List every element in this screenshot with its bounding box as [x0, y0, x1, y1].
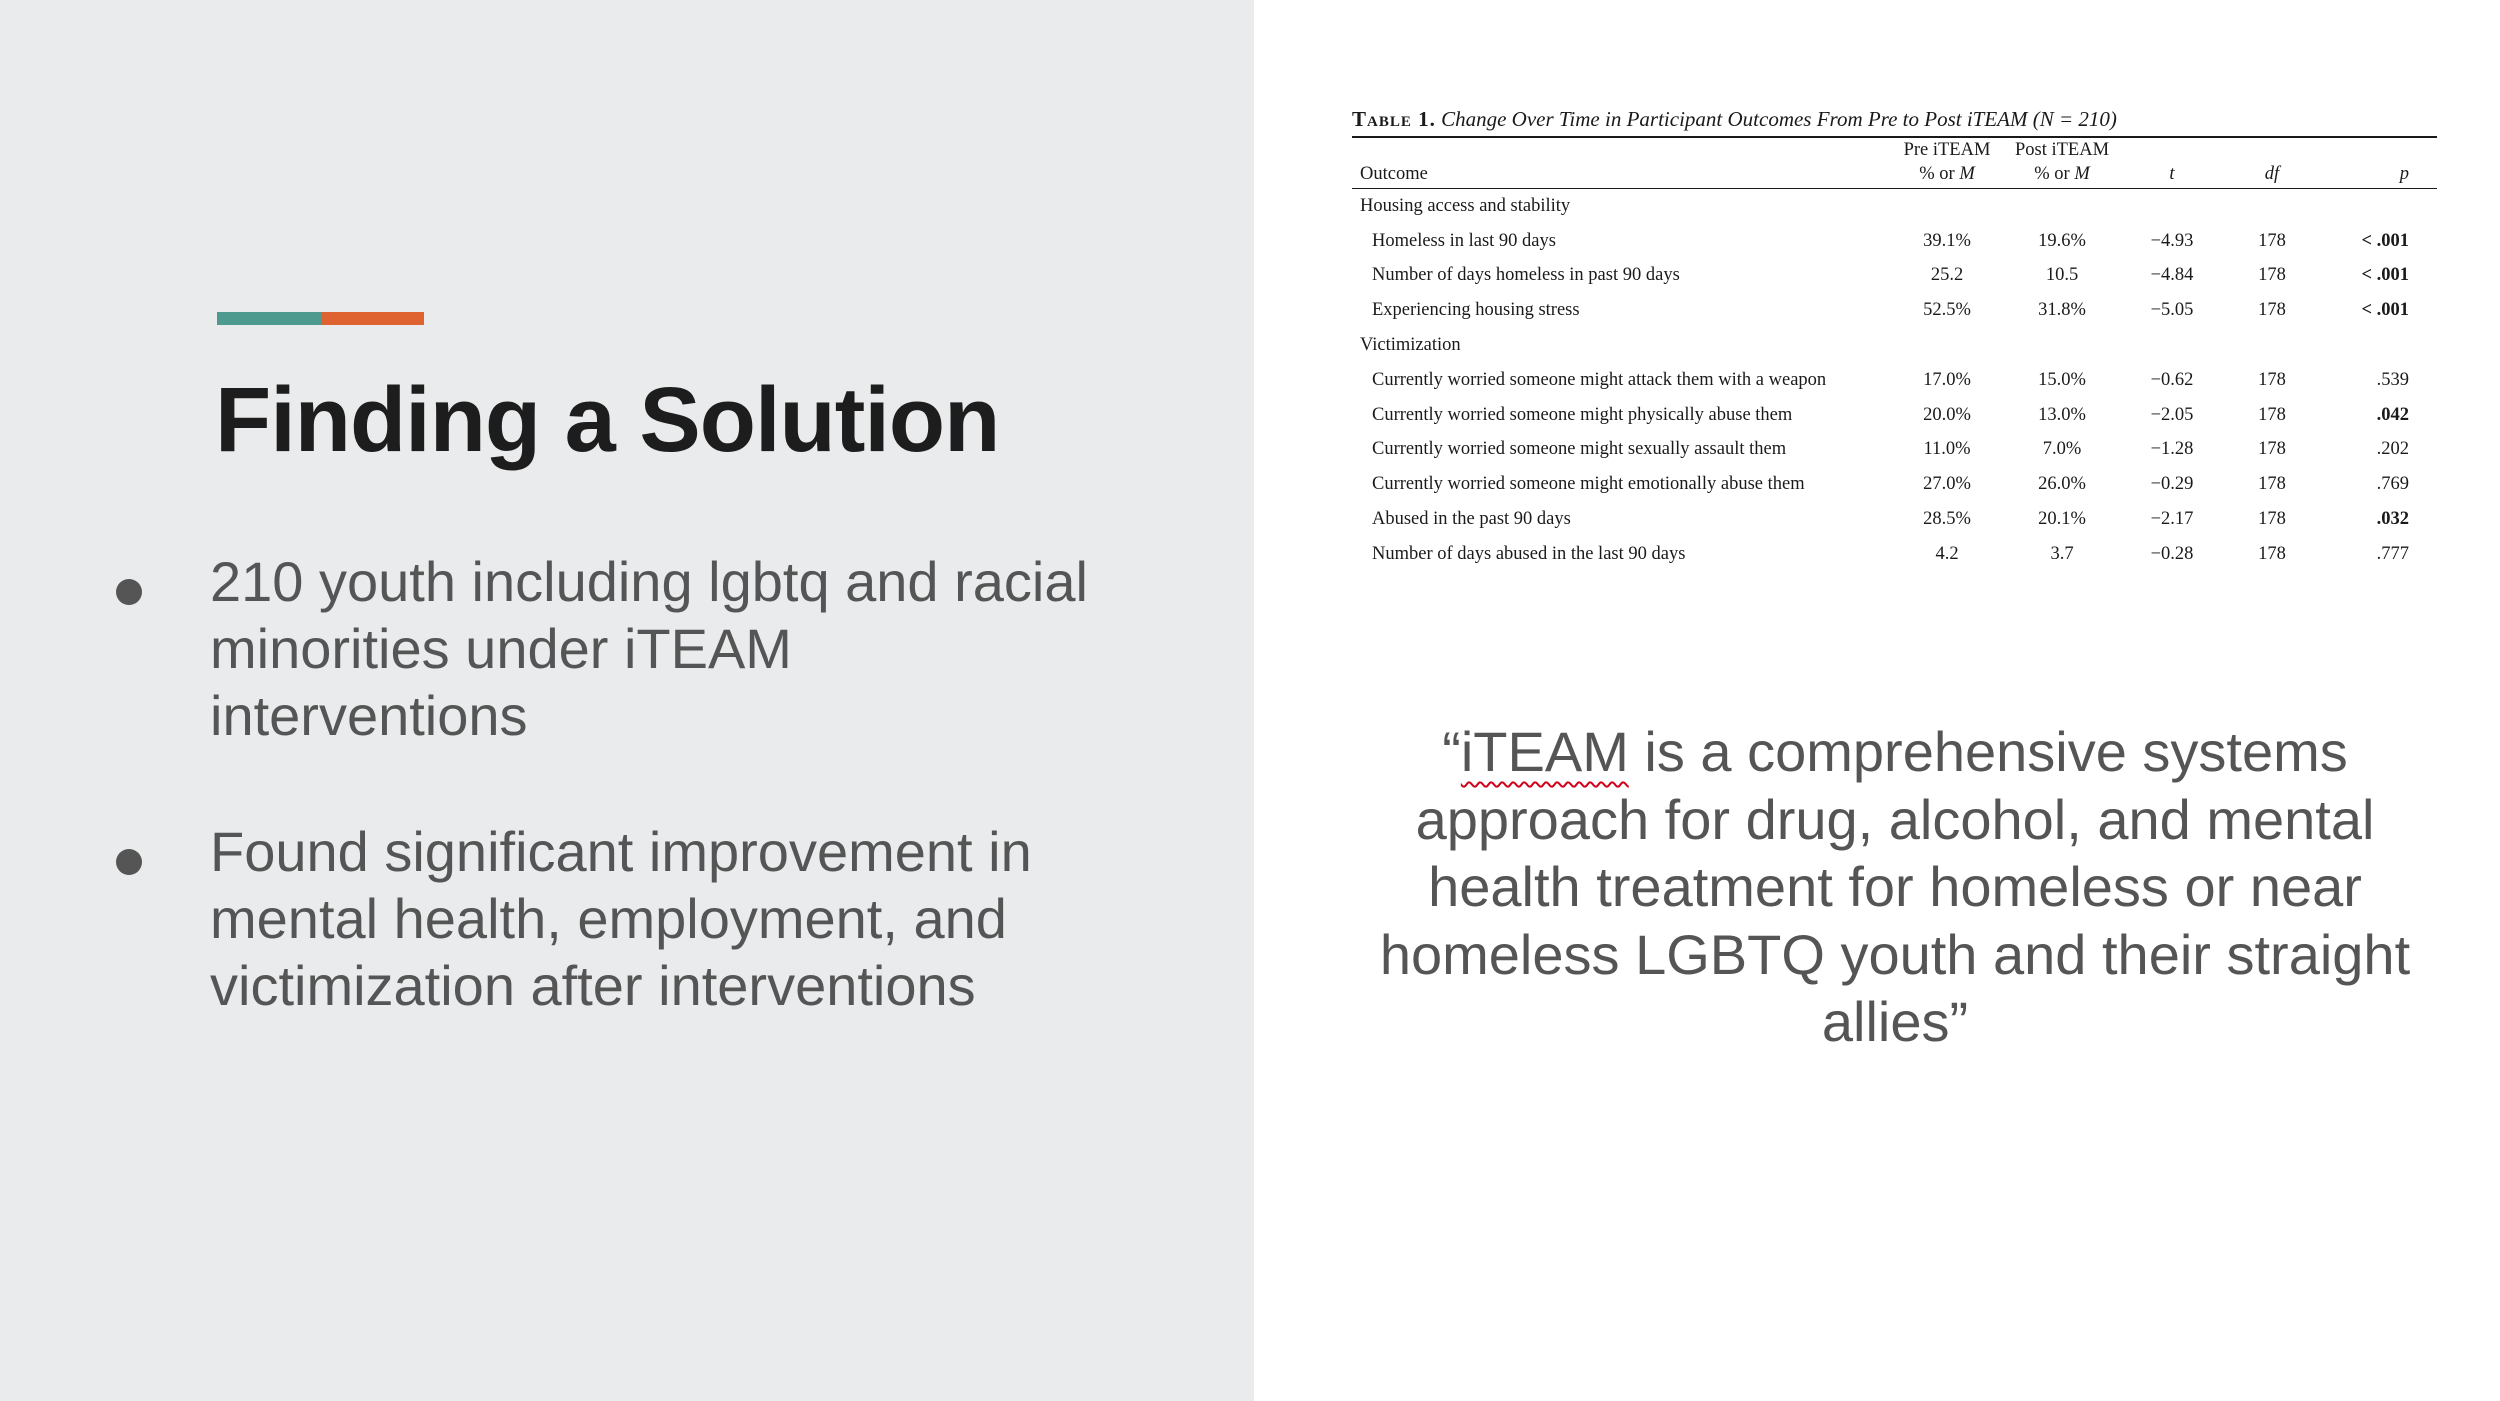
header-df: df — [2264, 164, 2280, 184]
table-row — [1352, 259, 2437, 294]
cell-p: .032 — [2376, 509, 2409, 530]
cell-post: 10.5 — [2045, 265, 2079, 286]
cell-t: −5.05 — [2150, 300, 2194, 321]
cell-post: 26.0% — [2038, 474, 2086, 495]
header-pre-var: M — [1959, 164, 1975, 184]
cell-p: .539 — [2376, 369, 2409, 390]
cell-df: 178 — [2258, 265, 2286, 286]
table-row — [1352, 502, 2437, 537]
cell-t: −2.05 — [2150, 404, 2194, 425]
accent-bar-teal — [217, 312, 321, 325]
cell-post: 20.1% — [2038, 509, 2086, 530]
table-row — [1352, 467, 2437, 502]
table-row — [1352, 293, 2437, 328]
cell-post: 7.0% — [2042, 439, 2082, 460]
cell-outcome: Number of days abused in the last 90 days — [1372, 543, 1686, 564]
quote-term: iTEAM — [1460, 720, 1629, 783]
header-post — [2002, 138, 2122, 188]
bullet-dot-icon — [116, 849, 142, 875]
table-header-row — [1352, 138, 2437, 188]
cell-pre: 39.1% — [1923, 230, 1971, 251]
header-pre-line1: Pre iTEAM — [1903, 140, 1991, 160]
outcomes-table-figure — [1352, 102, 2437, 572]
cell-outcome: Experiencing housing stress — [1372, 300, 1580, 321]
quote-text: is a comprehensive systems approach for drug, alcohol, and mental health treatment for homeless or near homeless LGBTQ youth and their straight allies” — [1379, 720, 2411, 1053]
table-section-row — [1352, 328, 2437, 363]
cell-pre: 28.5% — [1923, 509, 1971, 530]
header-post-var: M — [2074, 164, 2090, 184]
cell-post: 19.6% — [2038, 230, 2086, 251]
cell-p: .202 — [2376, 439, 2409, 460]
cell-post: 15.0% — [2038, 369, 2086, 390]
accent-bar-orange — [321, 312, 424, 325]
bullet-text: 210 youth including lgbtq and racial minorities under iTEAM interventions — [210, 550, 1088, 747]
iteam-quote — [1350, 718, 2440, 1056]
cell-post: 13.0% — [2038, 404, 2086, 425]
cell-p: .769 — [2376, 474, 2409, 495]
cell-pre: 17.0% — [1923, 369, 1971, 390]
cell-pre: 25.2 — [1930, 265, 1964, 286]
cell-p: .042 — [2376, 404, 2409, 425]
cell-outcome: Currently worried someone might sexually assault them — [1372, 439, 1787, 460]
table-row — [1352, 224, 2437, 259]
cell-t: −1.28 — [2150, 439, 2194, 460]
cell-df: 178 — [2258, 369, 2286, 390]
cell-pre: 20.0% — [1923, 404, 1971, 425]
cell-pre: 52.5% — [1923, 300, 1971, 321]
outcomes-table — [1352, 138, 2437, 572]
quote-open-mark: “ — [1442, 720, 1461, 783]
cell-p: < .001 — [2361, 300, 2409, 321]
cell-df: 178 — [2258, 474, 2286, 495]
cell-p: .777 — [2376, 543, 2409, 564]
table-caption — [1352, 102, 2437, 136]
cell-p: < .001 — [2361, 265, 2409, 286]
header-pre — [1892, 138, 2002, 188]
table-row — [1352, 537, 2437, 572]
table-body — [1352, 189, 2437, 572]
table-caption-text: Change Over Time in Participant Outcomes From Pre to Post iTEAM (N = 210) — [1441, 107, 2117, 131]
cell-pre: 11.0% — [1923, 439, 1971, 460]
cell-t: −4.84 — [2150, 265, 2194, 286]
header-t: t — [2169, 164, 2175, 184]
table-row — [1352, 433, 2437, 468]
cell-t: −4.93 — [2150, 230, 2194, 251]
cell-t: −0.28 — [2150, 543, 2194, 564]
table-row — [1352, 398, 2437, 433]
section-label: Housing access and stability — [1360, 195, 1571, 216]
cell-pre: 27.0% — [1923, 474, 1971, 495]
cell-df: 178 — [2258, 404, 2286, 425]
cell-post: 31.8% — [2038, 300, 2086, 321]
cell-outcome: Abused in the past 90 days — [1372, 509, 1571, 530]
cell-outcome: Homeless in last 90 days — [1372, 230, 1556, 251]
cell-t: −2.17 — [2150, 509, 2194, 530]
cell-df: 178 — [2258, 509, 2286, 530]
header-pre-line2: % or — [1919, 164, 1955, 184]
cell-df: 178 — [2258, 230, 2286, 251]
cell-df: 178 — [2258, 543, 2286, 564]
table-section-row — [1352, 189, 2437, 224]
section-label: Victimization — [1360, 335, 1461, 356]
header-post-line2: % or — [2034, 164, 2070, 184]
bullet-text: Found significant improvement in mental health, employment, and victimization after interventions — [210, 820, 1032, 1017]
cell-t: −0.62 — [2150, 369, 2194, 390]
cell-pre: 4.2 — [1935, 543, 1959, 564]
table-row — [1352, 363, 2437, 398]
cell-outcome: Currently worried someone might physically abuse them — [1372, 404, 1793, 425]
cell-outcome: Number of days homeless in past 90 days — [1372, 265, 1680, 286]
cell-post: 3.7 — [2050, 543, 2074, 564]
cell-outcome: Currently worried someone might emotionally abuse them — [1372, 474, 1805, 495]
header-outcome: Outcome — [1360, 164, 1428, 184]
cell-p: < .001 — [2361, 230, 2409, 251]
cell-t: −0.29 — [2150, 474, 2194, 495]
bullet-dot-icon — [116, 579, 142, 605]
header-p: p — [2399, 164, 2409, 184]
cell-outcome: Currently worried someone might attack them with a weapon — [1372, 369, 1827, 390]
cell-df: 178 — [2258, 439, 2286, 460]
table-label: Table 1. — [1352, 107, 1436, 131]
header-post-line1: Post iTEAM — [2014, 140, 2110, 160]
slide-title: Finding a Solution — [215, 369, 1000, 471]
cell-df: 178 — [2258, 300, 2286, 321]
